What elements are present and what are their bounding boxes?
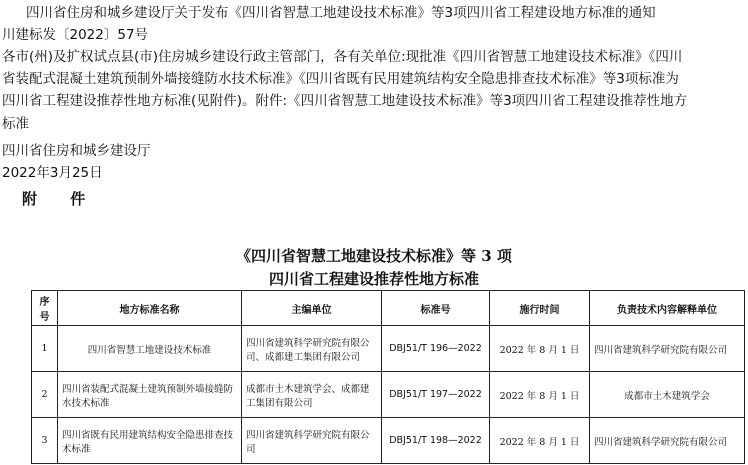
table-row xyxy=(32,326,745,372)
col-header-name: 地方标准名称 xyxy=(58,291,242,326)
cell-editor: 四川省建筑科学研究院有限公司、成都建工集团有限公司 xyxy=(242,326,382,372)
col-header-interpreter: 负责技术内容解释单位 xyxy=(590,291,745,326)
col-header-no: 序号 xyxy=(32,291,58,326)
cell-interpreter: 四川省建筑科学研究院有限公司 xyxy=(590,326,745,372)
cell-date: 2022 年 8 月 1 日 xyxy=(490,372,590,418)
notice-title: 四川省住房和城乡建设厅关于发布《四川省智慧工地建设技术标准》等3项四川省工程建设地方标准的通知 xyxy=(26,5,656,21)
cell-name: 四川省智慧工地建设技术标准 xyxy=(58,326,242,372)
notice-body-line: 四川省工程建设推荐性地方标准(见附件)。附件:《四川省智慧工地建设技术标准》等3项四川省工程建设推荐性地方 xyxy=(2,93,688,109)
attachment-label: 附 件 xyxy=(22,190,100,208)
cell-date: 2022 年 8 月 1 日 xyxy=(490,418,590,464)
cell-interpreter: 成都市土木建筑学会 xyxy=(590,372,745,418)
cell-editor: 成都市土木建筑学会、成都建工集团有限公司 xyxy=(242,372,382,418)
col-header-code: 标准号 xyxy=(382,291,490,326)
cell-date: 2022 年 8 月 1 日 xyxy=(490,326,590,372)
cell-code: DBJ51/T 197—2022 xyxy=(382,372,490,418)
table-header-row xyxy=(32,291,745,326)
issue-date: 2022年3月25日 xyxy=(2,165,103,181)
cell-editor: 四川省建筑科学研究院有限公司 xyxy=(242,418,382,464)
attachment-title-line1: 《四川省智慧工地建设技术标准》等 3 项 xyxy=(236,247,512,265)
cell-name: 四川省装配式混凝土建筑预制外墙接缝防水技术标准 xyxy=(58,372,242,418)
table-row xyxy=(32,372,745,418)
cell-interpreter: 四川省建筑科学研究院有限公司 xyxy=(590,418,745,464)
cell-name: 四川省既有民用建筑结构安全隐患排查技术标准 xyxy=(58,418,242,464)
doc-number: 川建标发〔2022〕57号 xyxy=(2,27,149,43)
cell-no: 2 xyxy=(32,372,58,418)
table-row xyxy=(32,418,745,464)
notice-body-line: 省装配式混凝土建筑预制外墙接缝防水技术标准》《四川省既有民用建筑结构安全隐患排查技术标准》等3项标准为 xyxy=(2,71,679,87)
col-header-date: 施行时间 xyxy=(490,291,590,326)
cell-no: 1 xyxy=(32,326,58,372)
cell-code: DBJ51/T 198—2022 xyxy=(382,418,490,464)
attachment-title-line2: 四川省工程建设推荐性地方标准 xyxy=(268,270,479,288)
cell-no: 3 xyxy=(32,418,58,464)
cell-code: DBJ51/T 196—2022 xyxy=(382,326,490,372)
standards-table xyxy=(31,290,745,464)
notice-body-line: 标准 xyxy=(2,116,29,132)
issuer: 四川省住房和城乡建设厅 xyxy=(2,143,151,159)
notice-body-line: 各市(州)及扩权试点县(市)住房城乡建设行政主管部门，各有关单位:现批准《四川省智慧工地建设技术标准》《四川 xyxy=(2,49,683,65)
col-header-editor: 主编单位 xyxy=(242,291,382,326)
